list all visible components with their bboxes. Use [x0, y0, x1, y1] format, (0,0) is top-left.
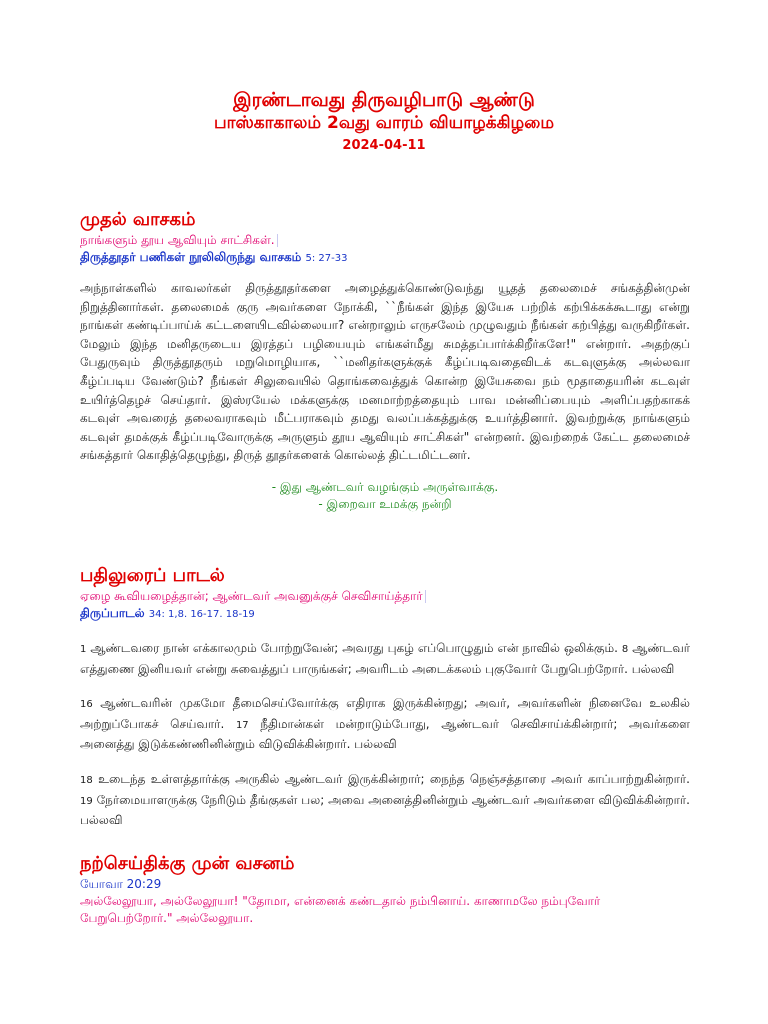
verse-number: 16 [80, 699, 93, 711]
verse-text: நேர்மையாளருக்கு நேரிடும் தீங்குகள் பல; அவை அனைத்தினின்றும் ஆண்டவர் அவர்களை விடுவிக்கின்றார். பல்லவி [80, 792, 690, 828]
text-cursor-mark [425, 590, 426, 603]
document-header [0, 88, 768, 156]
gospel-acclamation-title: நற்செய்திக்கு முன் வசனம் [80, 853, 295, 874]
date-label: 2024-04-11 [342, 138, 426, 153]
psalm-source: திருப்பாடல் 34: 1,8. 16-17. 18-19 [80, 606, 255, 620]
psalm-stanza-2 [80, 694, 690, 754]
verse-number: 18 [80, 774, 93, 786]
first-reading-text: அந்நாள்களில் காவலர்கள் திருத்தூதர்களை அழைத்துக்கொண்டுவந்து யூதத் தலைமைச் சங்கத்தின்முன் நிறுத்தினார்கள். தலைமைக் குரு அவர்களை நோக்கி, ``நீங்கள் இந்த இயேசு பற்றிக் கற்பிக்கக்கூடாது என்று நாங்கள் கண்டிப்பாய்க் கட்டளையிடவில்லையா? என்றாலும் எருசலேம் முழுவதும் நீங்கள் கற்பித்து வருகிறீர்கள். மேலும் இந்த மனிதருடைய இரத்தப் பழியையும் எங்கள்மீது சுமத்தப்பார்க்கிறீர்களே!" என்றார். அதற்குப் பேதுருவும் திருத்தூதரும் மறுமொழியாக, ``மனிதர்களுக்குக் கீழ்ப்படிவதைவிடக் கடவுளுக்கு அல்லவா கீழ்ப்படிய வேண்டும்? நீங்கள் சிலுவையில் தொங்கவைத்துக் கொன்ற இயேசுவை நம் மூதாதையரின் கடவுள் உயிர்த்தெழச் செய்தார். இஸ்ரயேல் மக்களுக்கு மனமாற்றத்தையும் பாவ மன்னிப்பையும் அளிப்பதற்காகக் கடவுள் அவரைத் தலைவராகவும் மீட்பராகவும் தமது வலப்பக்கத்துக்கு உயர்த்தினார். இவற்றுக்கு நாங்களும் கடவுள் தமக்குக் கீழ்ப்படிவோருக்கு அருளும் தூய ஆவியும் சாட்சிகள்" என்றனர். இவற்றைக் கேட்ட தலைமைச் சங்கத்தார் கொதித்தெழுந்து, திருத் தூதர்களைக் கொல்லத் திட்டமிட்டனர். [80, 281, 690, 463]
psalm-stanza-1 [80, 639, 690, 678]
gospel-acclamation-reference: யோவா 20:29 [80, 877, 162, 891]
liturgical-day-title: பாஸ்காகாலம் 2வது வாரம் வியாழக்கிழமை [213, 113, 555, 133]
reading-response-line: - இறைவா உமக்கு நன்றி [318, 496, 452, 511]
first-reading-title: முதல் வாசகம் [80, 209, 196, 230]
verse-text: நீதிமான்கள் மன்றாடும்போது, ஆண்டவர் செவிசாய்க்கின்றார்; அவர்களை அனைத்து இடுக்கண்ணினின்றும் விடுவிக்கின்றார். பல்லவி [80, 716, 690, 752]
first-reading-reference: 5: 27-33 [305, 253, 348, 264]
first-reading-source: திருத்தூதர் பணிகள் நூலிலிருந்து வாசகம் 5: 27-33 [80, 250, 348, 264]
verse-number: 17 [235, 719, 249, 731]
gospel-acclamation-block [80, 876, 690, 927]
verse-text: உடைந்த உள்ளத்தார்க்கு அருகில் ஆண்டவர் இருக்கின்றார்; நைந்த நெஞ்சத்தாரை அவர் காப்பாற்றுகின்றார். [92, 771, 690, 786]
gospel-acclamation-text: அல்லேலூயா, அல்லேலூயா! "தோமா, என்னைக் கண்டதால் நம்பினாய். காணாமலே நம்புவோர் பேறுபெற்றோர்." அல்லேலூயா. [80, 894, 601, 925]
verse-number: 1 [80, 644, 87, 655]
liturgical-year-title: இரண்டாவது திருவழிபாடு ஆண்டு [233, 89, 535, 111]
psalm-response: ஏழை கூவியழைத்தான்; ஆண்டவர் அவனுக்குச் செவிசாய்த்தார் [80, 588, 690, 605]
first-reading-theme: நாங்களும் தூய ஆவியும் சாட்சிகள். [80, 232, 690, 249]
psalm-section [80, 564, 690, 830]
reading-closing-line: - இது ஆண்டவர் வழங்கும் அருள்வாக்கு. [271, 479, 499, 494]
verse-text: ஆண்டவர் எத்துணை இனியவர் என்று சுவைத்துப் பாருங்கள்; அவரிடம் அடைக்கலம் புகுவோர் பேறுபெற்றோர். பல்லவி [80, 641, 690, 676]
verse-text: ஆண்டவரை நான் எக்காலமும் போற்றுவேன்; அவரது புகழ் எப்பொழுதும் என் நாவில் ஒலிக்கும். [86, 641, 622, 655]
psalm-reference: 34: 1,8. 16-17. 18-19 [148, 609, 255, 620]
verse-text: ஆண்டவரின் முகமோ தீமைசெய்வோர்க்கு எதிராக இருக்கின்றது; அவர், அவர்களின் நினைவே உலகில் அற்றுப்போகச் செய்வார். [80, 696, 691, 731]
gospel-acclamation-section [80, 852, 690, 927]
psalm-stanza-3 [80, 770, 690, 830]
verse-number: 19 [80, 795, 93, 807]
psalm-title: பதிலுரைப் பாடல் [80, 565, 225, 586]
text-cursor-mark [277, 234, 278, 247]
verse-number: 8 [621, 644, 629, 655]
first-reading-section [80, 208, 690, 513]
